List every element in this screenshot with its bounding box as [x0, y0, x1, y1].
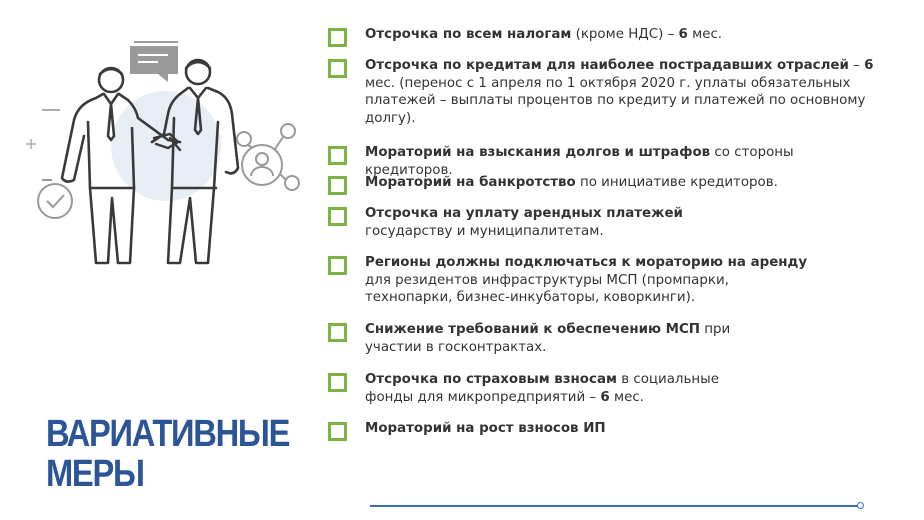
list-item-text: Отсрочка по страховым взносам в социальные фонды для микропредприятий – 6 мес.	[365, 372, 719, 405]
page-title-line-1: ВАРИАТИВНЫЕ	[46, 413, 290, 455]
list-item-text: Мораторий на взыскания долгов и штрафов со стороны кредиторов.	[365, 145, 794, 178]
checkbox-icon	[328, 373, 347, 392]
list-item-text: Отсрочка на уплату арендных платежей государству и муниципалитетам.	[365, 206, 683, 239]
checkbox-icon	[328, 422, 347, 441]
background-circle	[111, 91, 221, 201]
footer-divider	[370, 505, 858, 507]
list-item-text: Мораторий на рост взносов ИП	[365, 421, 606, 436]
checkbox-icon	[328, 207, 347, 226]
footer-divider-dot	[857, 502, 864, 509]
handshake-illustration	[18, 38, 308, 268]
plus-icon	[26, 139, 36, 149]
checkbox-icon	[328, 323, 347, 342]
checkbox-icon	[328, 59, 347, 78]
list-item-text: Отсрочка по всем налогам (кроме НДС) – 6 мес.	[365, 27, 723, 42]
page-title-line-2: МЕРЫ	[46, 453, 144, 495]
network-user-icon	[237, 124, 299, 190]
list-item-text: Отсрочка по кредитам для наиболее пострадавших отраслей – 6 мес. (перенос с 1 апреля по 1 октября 2020 г. уплаты обязательных платежей – выплаты процентов по кредиту и платежей по основному долгу).	[365, 58, 874, 126]
list-item-text: Мораторий на банкротство по инициативе кредиторов.	[365, 175, 778, 190]
list-item-text: Снижение требований к обеспечению МСП при участии в госконтрактах.	[365, 322, 731, 355]
checkbox-icon	[328, 256, 347, 275]
clock-check-icon	[38, 180, 72, 218]
list-item-text: Регионы должны подключаться к мораторию на аренду для резидентов инфраструктуры МСП (промпарки, технопарки, бизнес-инкубаторы, коворкинги).	[365, 255, 808, 305]
checkbox-icon	[328, 28, 347, 47]
checkbox-icon	[328, 176, 347, 195]
checkbox-icon	[328, 146, 347, 165]
page-title	[46, 414, 289, 494]
chat-bubble-icon	[130, 42, 178, 82]
